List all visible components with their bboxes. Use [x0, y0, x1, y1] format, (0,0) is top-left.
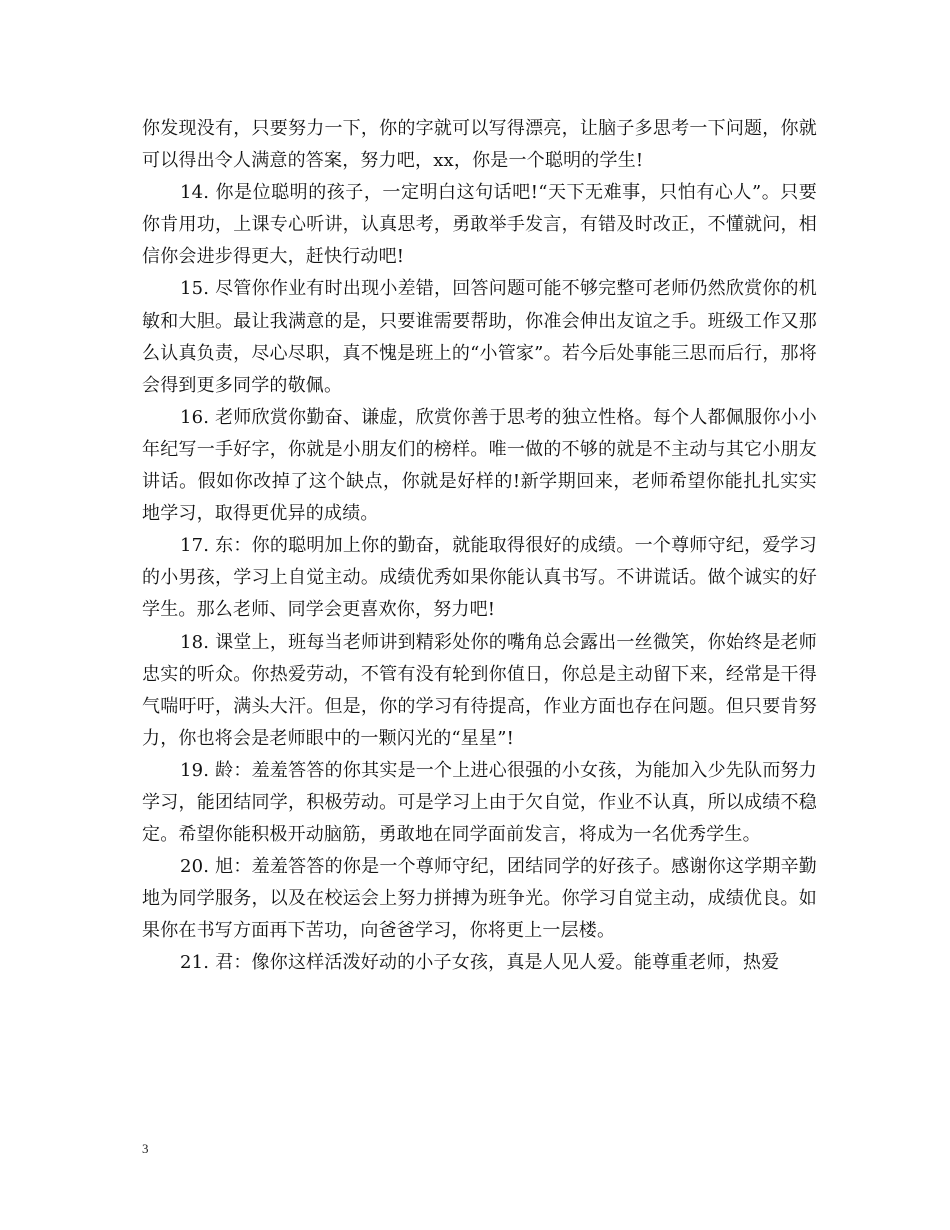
paragraph-21: 21. 君：像你这样活泼好动的小子女孩，真是人见人爱。能尊重老师，热爱 [180, 952, 780, 974]
paragraph-continued: 你发现没有，只要努力一下，你的字就可以写得漂亮，让脑子多思考一下问题，你就可以得出令人满意的答案，努力吧，xx，你是一个聪明的学生! [142, 118, 817, 172]
page-body [142, 113, 817, 980]
paragraph-17: 17. 东：你的聪明加上你的勤奋，就能取得很好的成绩。一个尊师守纪，爱学习的小男孩，学习上自觉主动。成绩优秀如果你能认真书写。不讲谎话。做个诚实的好学生。那么老师、同学会更喜欢你，努力吧! [142, 535, 817, 621]
paragraph-15: 15. 尽管你作业有时出现小差错，回答问题可能不够完整可老师仍然欣赏你的机敏和大胆。最让我满意的是，只要谁需要帮助，你准会伸出友谊之手。班级工作又那么认真负责，尽心尽职，真不愧是班上的“小管家”。若今后处事能三思而后行，那将会得到更多同学的敬佩。 [142, 278, 817, 396]
paragraph-14: 14. 你是位聪明的孩子，一定明白这句话吧!“天下无难事，只怕有心人”。只要你肯用功，上课专心听讲，认真思考，勇敢举手发言，有错及时改正，不懂就问，相信你会进步得更大，赶快行动吧! [142, 182, 817, 268]
paragraph-19: 19. 龄：羞羞答答的你其实是一个上进心很强的小女孩，为能加入少先队而努力学习，能团结同学，积极劳动。可是学习上由于欠自觉，作业不认真，所以成绩不稳定。希望你能积极开动脑筋，勇敢地在同学面前发言，将成为一名优秀学生。 [142, 759, 817, 846]
page-number: 3 [142, 1141, 149, 1156]
paragraph-18: 18. 课堂上，班每当老师讲到精彩处你的嘴角总会露出一丝微笑，你始终是老师忠实的听众。你热爱劳动，不管有没有轮到你值日，你总是主动留下来，经常是干得气喘吁吁，满头大汗。但是，你的学习有待提高，作业方面也存在问题。但只要肯努力，你也将会是老师眼中的一颗闪光的“星星”! [142, 631, 817, 749]
paragraph-16: 16. 老师欣赏你勤奋、谦虚，欣赏你善于思考的独立性格。每个人都佩服你小小年纪写一手好字，你就是小朋友们的榜样。唯一做的不够的就是不主动与其它小朋友讲话。假如你改掉了这个缺点，你就是好样的!新学期回来，老师希望你能扎扎实实地学习，取得更优异的成绩。 [142, 406, 817, 525]
paragraph-20: 20. 旭：羞羞答答的你是一个尊师守纪，团结同学的好孩子。感谢你这学期辛勤地为同学服务，以及在校运会上努力拼搏为班争光。你学习自觉主动，成绩优良。如果你在书写方面再下苦功，向爸爸学习，你将更上一层楼。 [142, 856, 817, 942]
